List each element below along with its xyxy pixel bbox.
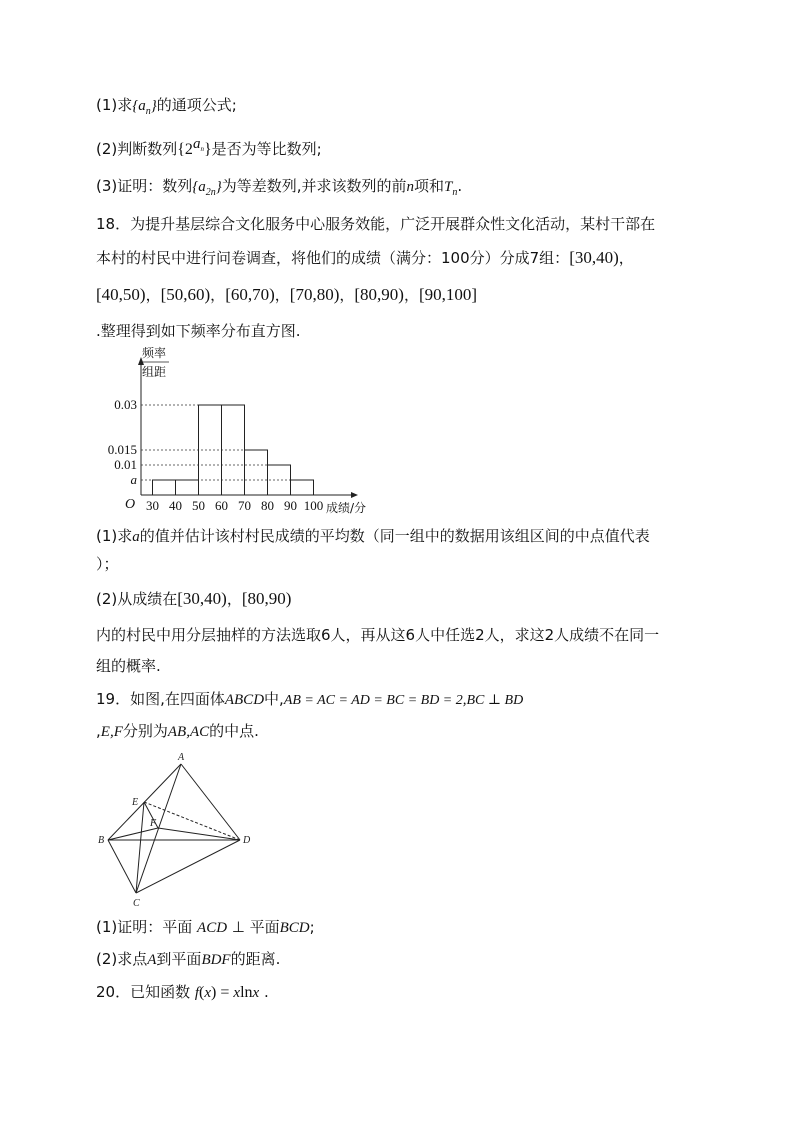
edge-FD (158, 828, 240, 840)
label-B: B (98, 835, 105, 846)
q18-stem-line2: 本村的村民中进行问卷调查，将他们的成绩（满分：100分）分成7组：[30,40)， (96, 248, 634, 267)
q19-stem-line2: ,E,F分别为AB,AC的中点. (96, 722, 259, 740)
x-tick-90: 90 (284, 498, 297, 513)
q17-part2: (2)判断数列$\{2^{a_n}\}$是否为等比数列; (96, 136, 322, 158)
label-D: D (243, 835, 251, 846)
x-tick-30: 30 (146, 498, 159, 513)
q20-stem: 20．已知函数 f(x) = xlnx . (96, 983, 269, 1001)
label-C: C (133, 898, 140, 909)
y-tick-0.015: 0.015 (107, 442, 137, 457)
q19-stem-line1: 19．如图,在四面体ABCD中,AB = AC = AD = BC = BD = 2,BC ⊥ BD (96, 690, 524, 708)
y-label-numerator: 频率 (142, 346, 167, 360)
q18-part2-line2: 内的村民中用分层抽样的方法选取6人，再从这6人中任选2人，求这2人成绩不在同一 (96, 626, 660, 644)
edge-EC (136, 802, 144, 893)
q18-stem-line1: 18．为提升基层综合文化服务中心服务效能，广泛开展群众性文化活动，某村干部在 (96, 215, 656, 233)
x-tick-50: 50 (192, 498, 205, 513)
bar-[40,50) (176, 480, 199, 495)
q18-part2-line1: (2)从成绩在[30,40)，[80,90) (96, 589, 292, 608)
q17-part3: (3)证明：数列$\{a_{2n}\}$为等差数列,并求该数列的前n项和$T_n$. (96, 177, 463, 198)
x-tick-70: 70 (238, 498, 251, 513)
edge-BC (108, 840, 136, 893)
y-label-denominator: 组距 (142, 365, 167, 379)
q19-part1: (1)证明：平面 ACD ⊥ 平面BCD; (96, 918, 315, 936)
bar-[30,40) (153, 480, 176, 495)
q19-part2: (2)求点A到平面BDF的距离. (96, 950, 281, 968)
q17-part1: (1)求$\{a_n\}$的通项公式; (96, 96, 237, 117)
x-tick-40: 40 (169, 498, 182, 513)
label-F: F (150, 818, 157, 829)
q18-stem-line4: .整理得到如下频率分布直方图. (96, 322, 301, 340)
label-A: A (178, 752, 185, 763)
q18-part2-line3: 组的概率. (96, 657, 161, 675)
q18-intervals: [40,50)，[50,60)，[60,70)，[70,80)，[80,90)，[90,100] (96, 285, 478, 304)
tetrahedron-diagram (96, 750, 261, 910)
x-axis-arrow (351, 492, 358, 498)
bar-[70,80) (245, 450, 268, 495)
x-tick-60: 60 (215, 498, 228, 513)
frequency-histogram (96, 345, 396, 520)
x-tick-80: 80 (261, 498, 274, 513)
y-tick-0.01: 0.01 (114, 457, 137, 472)
y-tick-0.03: 0.03 (114, 397, 137, 412)
q18-part1-line2: ）； (96, 555, 119, 573)
bar-[90,100] (291, 480, 314, 495)
y-tick-a: a (130, 472, 137, 487)
x-axis-label: 成绩/分 (326, 501, 367, 515)
q18-part1-line1: (1)求a的值并估计该村村民成绩的平均数（同一组中的数据用该组区间的中点值代表 (96, 527, 650, 545)
edge-FB (108, 828, 158, 840)
label-E: E (132, 797, 139, 808)
x-tick-100: 100 (303, 498, 324, 513)
origin-label: O (125, 497, 136, 512)
